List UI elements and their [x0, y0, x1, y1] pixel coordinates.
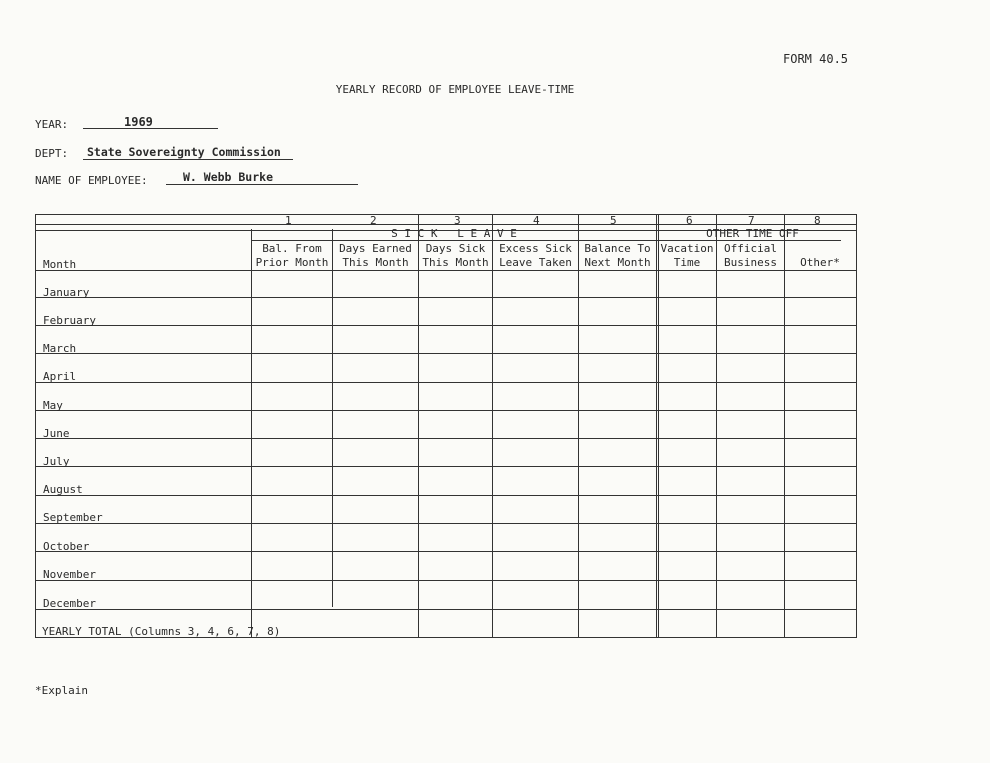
- row-divider: [36, 382, 856, 383]
- month-label: December: [43, 597, 96, 610]
- col-divider: [656, 215, 659, 637]
- row-divider: [36, 438, 856, 439]
- row-divider: [251, 240, 841, 241]
- col-header-days-earned: Days Earned This Month: [339, 242, 412, 269]
- month-label: March: [43, 342, 77, 355]
- row-divider: [36, 410, 856, 411]
- employee-label: NAME OF EMPLOYEE:: [35, 174, 148, 187]
- row-divider: [36, 523, 856, 524]
- col-header-official-business: Official Business: [724, 242, 777, 269]
- column-number: 4: [533, 214, 540, 227]
- col-header-other: Other*: [800, 256, 840, 269]
- col-header-bal-from-prior: Bal. From Prior Month: [255, 242, 329, 269]
- month-label: January: [43, 286, 90, 299]
- col-header-excess-sick: Excess Sick Leave Taken: [499, 242, 572, 269]
- col-header-balance-to-next: Balance To Next Month: [584, 242, 651, 269]
- sick-leave-title: S I C K L E A V E: [391, 227, 517, 240]
- month-label: April: [43, 370, 77, 383]
- column-number: 6: [686, 214, 693, 227]
- col-divider: [251, 229, 252, 637]
- column-number: 2: [370, 214, 377, 227]
- column-number: 3: [454, 214, 461, 227]
- month-label: October: [43, 540, 90, 553]
- row-divider: [36, 495, 856, 496]
- row-divider: [36, 551, 856, 552]
- month-label: February: [43, 314, 96, 327]
- footnote-explain: *Explain: [35, 684, 88, 697]
- col-header-days-sick: Days Sick This Month: [422, 242, 489, 269]
- col-divider: [418, 215, 419, 637]
- row-divider: [36, 353, 856, 354]
- row-divider: [36, 224, 856, 225]
- yearly-total-label: YEARLY TOTAL (Columns 3, 4, 6, 7, 8): [42, 625, 281, 638]
- dept-label: DEPT:: [35, 147, 69, 160]
- month-label: July: [43, 455, 70, 468]
- column-number: 1: [285, 214, 292, 227]
- form-number: FORM 40.5: [783, 52, 849, 66]
- other-time-off-title: OTHER TIME OFF: [706, 227, 799, 240]
- employee-value: W. Webb Burke: [183, 170, 274, 184]
- month-label: September: [43, 511, 103, 524]
- month-label: June: [43, 427, 70, 440]
- col-header-vacation: Vacation Time: [660, 242, 714, 269]
- row-divider: [36, 270, 856, 271]
- col-divider: [492, 215, 493, 637]
- col-divider: [784, 215, 785, 637]
- row-divider: [36, 580, 856, 581]
- row-divider: [36, 325, 856, 326]
- year-value: 1969: [124, 115, 153, 129]
- leave-table: [35, 214, 857, 638]
- row-divider: [36, 297, 856, 298]
- dept-value: State Sovereignty Commission: [87, 145, 281, 159]
- month-label: May: [43, 399, 63, 412]
- col-divider: [578, 215, 579, 637]
- month-header: Month: [43, 258, 77, 271]
- row-divider: [36, 609, 856, 610]
- column-number: 8: [814, 214, 821, 227]
- column-number: 7: [748, 214, 755, 227]
- row-divider: [36, 466, 856, 467]
- year-label: YEAR:: [35, 118, 69, 131]
- month-label: August: [43, 483, 83, 496]
- month-label: November: [43, 568, 96, 581]
- col-divider: [716, 215, 717, 637]
- form-title: YEARLY RECORD OF EMPLOYEE LEAVE-TIME: [335, 83, 575, 96]
- column-number: 5: [610, 214, 617, 227]
